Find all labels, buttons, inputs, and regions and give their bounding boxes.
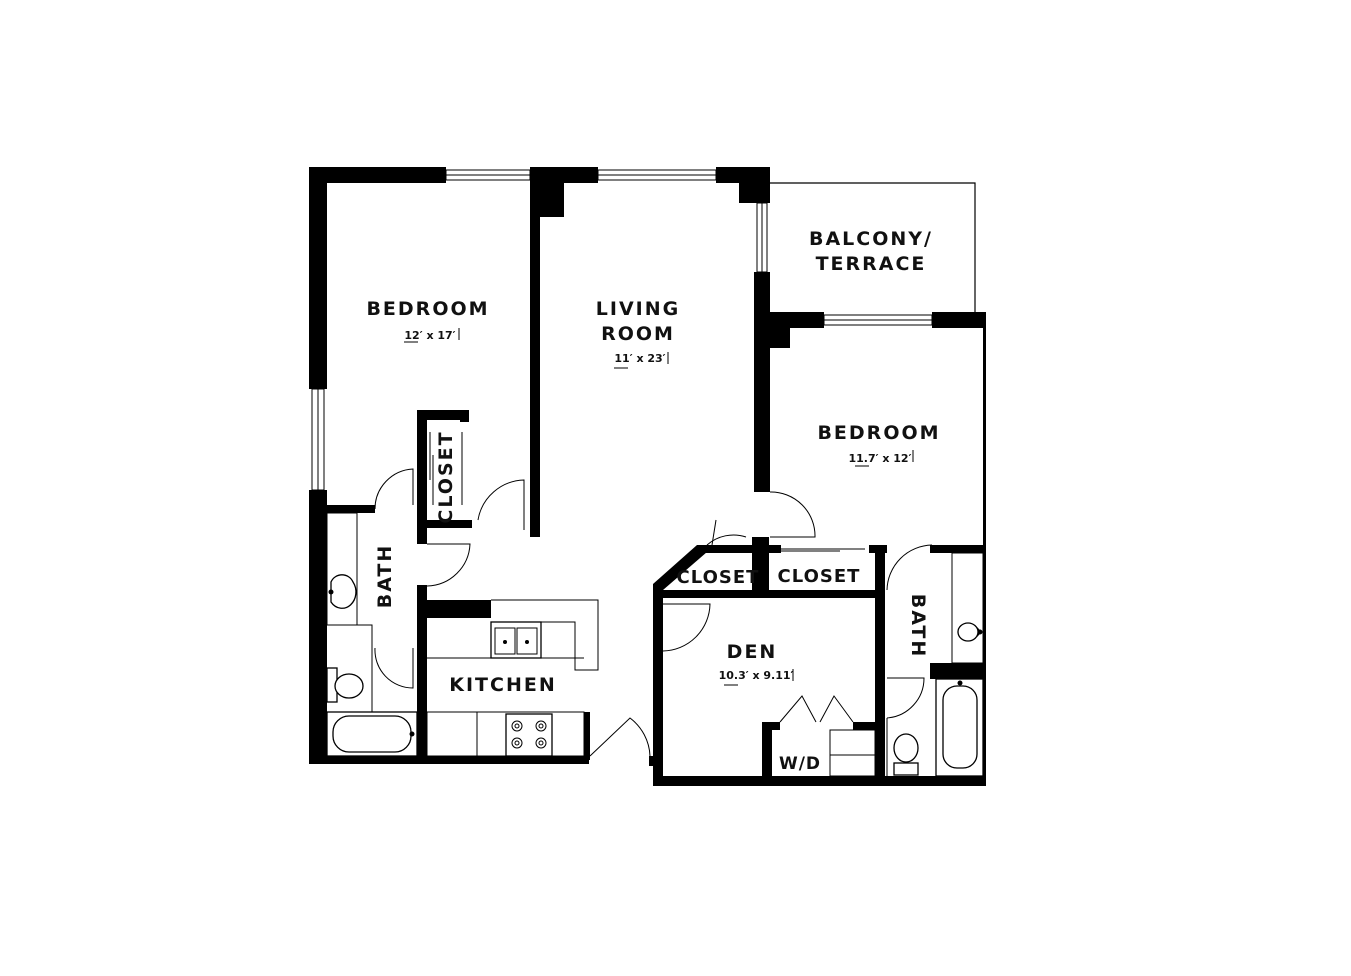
bath-1-label: BATH [374, 543, 396, 609]
closet-1-label: CLOSET [435, 430, 457, 524]
bedroom-1-label: BEDROOM [366, 298, 490, 320]
living-room-label-line1: LIVING [595, 298, 681, 320]
laundry-label: W/D [778, 754, 822, 774]
bath-2-label: BATH [907, 593, 929, 659]
closet-2-label: CLOSET [676, 567, 760, 588]
den-dims: 10.3′ x 9.11′ [718, 669, 794, 682]
balcony-label-line1: BALCONY/ [809, 228, 933, 250]
closet-3-label: CLOSET [777, 566, 861, 587]
living-room-dims: 11′ x 23′ [614, 352, 666, 365]
laundry-fixtures [830, 730, 875, 776]
bedroom-2-label: BEDROOM [817, 422, 941, 444]
bedroom-2-dims: 11.7′ x 12′ [848, 452, 912, 465]
living-room-label-line2: ROOM [601, 323, 675, 345]
balcony-label-line2: TERRACE [815, 253, 927, 275]
kitchen-label: KITCHEN [449, 674, 557, 696]
den-label: DEN [726, 641, 778, 663]
bath-1-fixtures [327, 513, 417, 756]
bedroom-1-dims: 12′ x 17′ [404, 329, 456, 342]
